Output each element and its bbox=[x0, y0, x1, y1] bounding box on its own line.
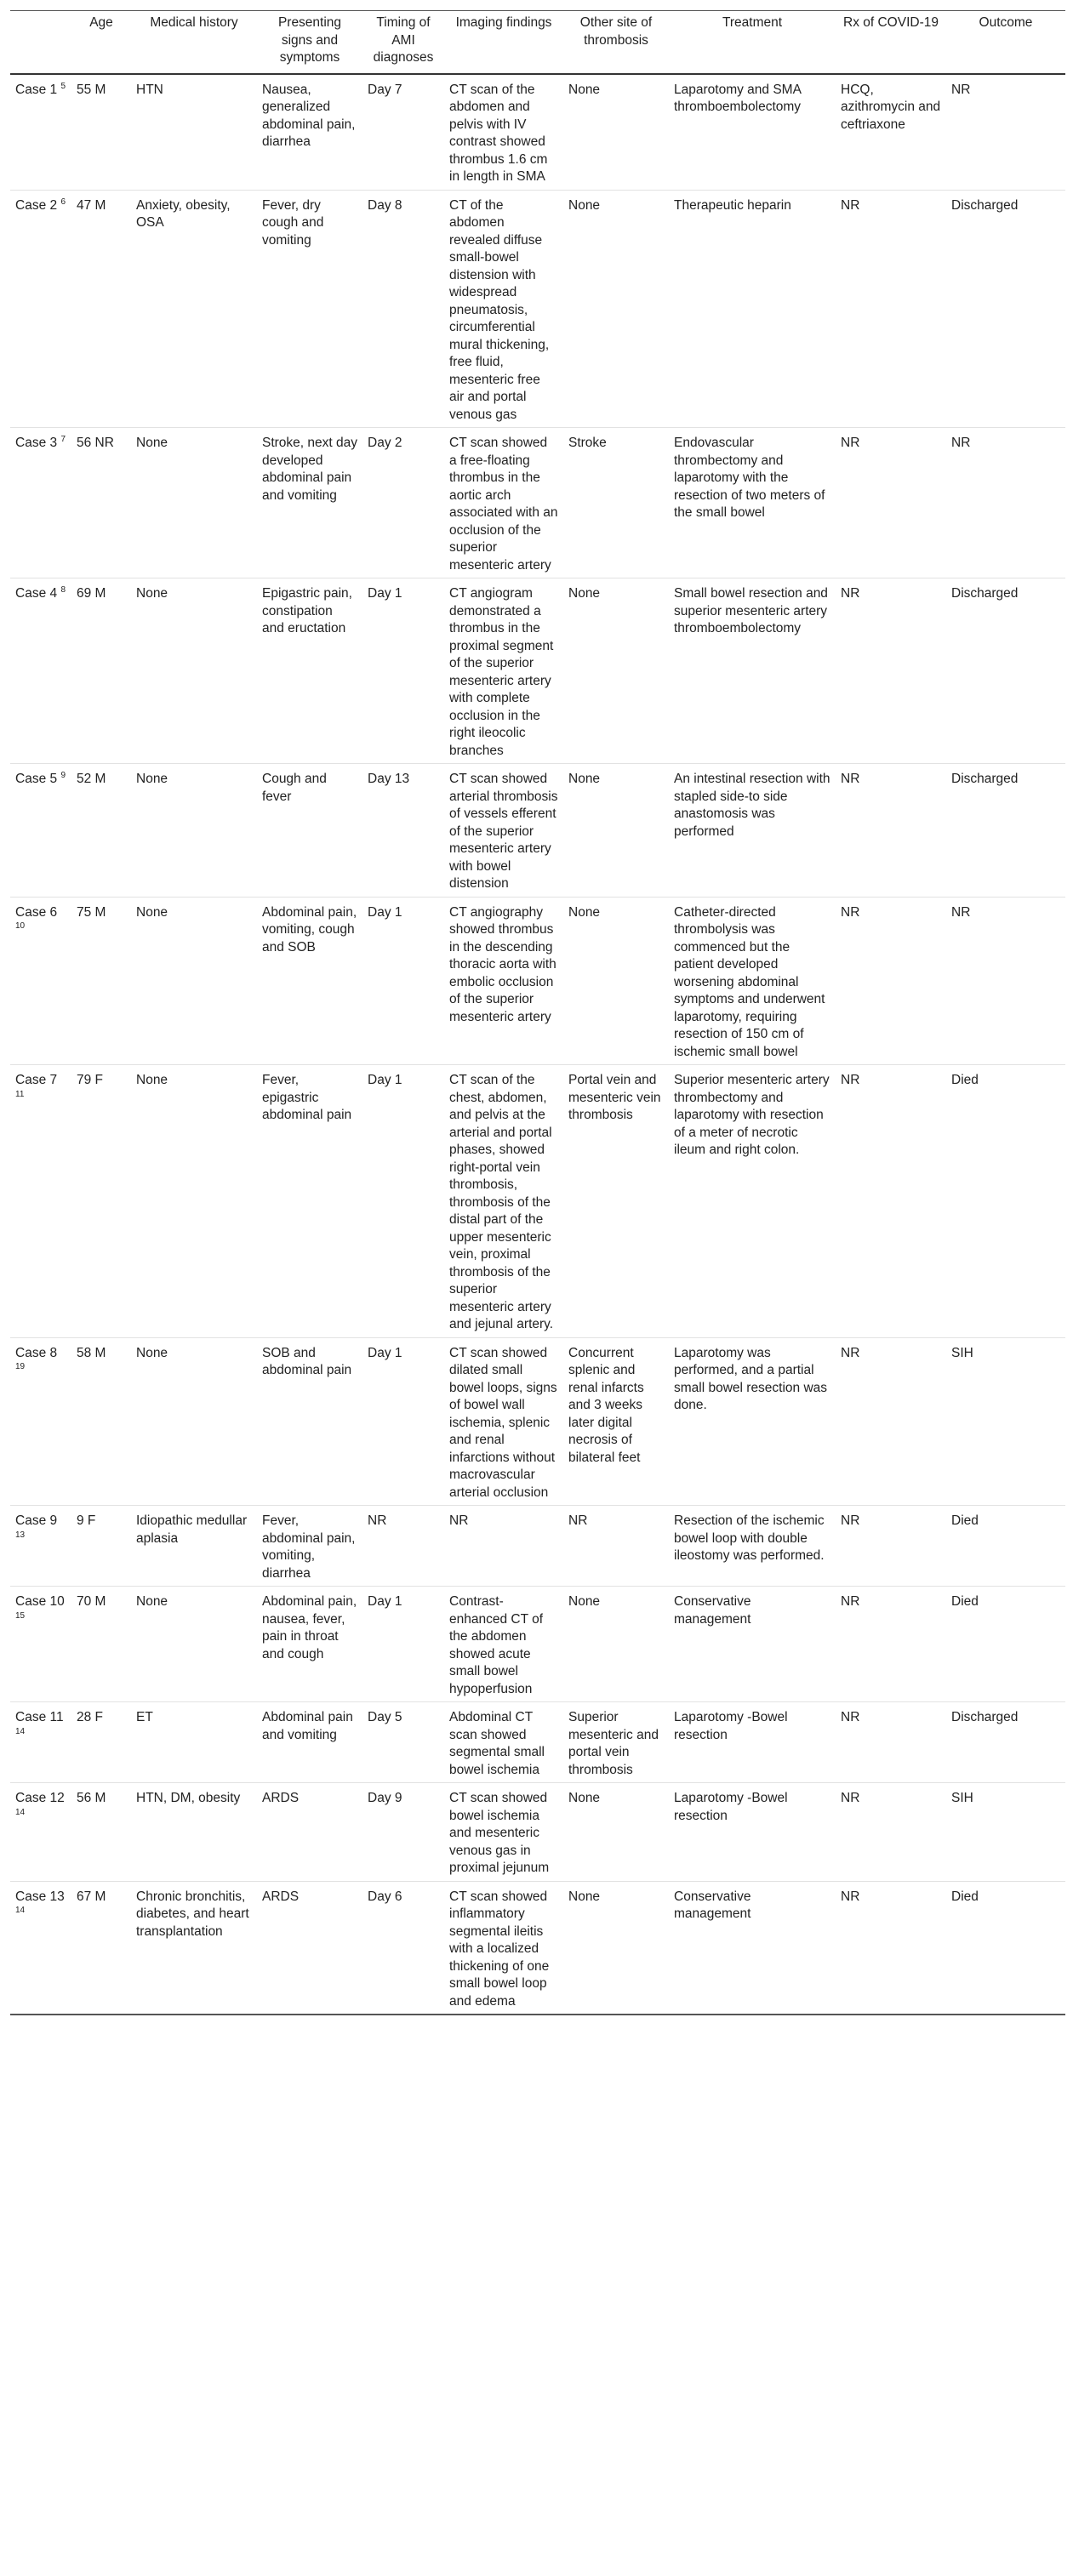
header-presenting-signs: Presenting signs and symptoms bbox=[257, 11, 362, 74]
symptoms-cell: Fever, dry cough and vomiting bbox=[257, 190, 362, 428]
timing-cell: Day 9 bbox=[362, 1783, 444, 1882]
treatment-cell: Therapeutic heparin bbox=[669, 190, 836, 428]
table-row bbox=[10, 1587, 1065, 1702]
case-cell bbox=[10, 897, 71, 1065]
other-site-cell: None bbox=[563, 897, 669, 1065]
symptoms-cell: ARDS bbox=[257, 1881, 362, 2015]
medical-history-cell: None bbox=[131, 764, 257, 898]
imaging-cell: CT scan of the chest, abdomen, and pelvis at the arterial and portal phases, showed right-portal vein thrombosis, thrombosis of the distal part of the upper mesenteric vein, proximal thrombosis of the superior mesenteric artery and jejunal artery. bbox=[444, 1065, 563, 1338]
case-label: Case 5 bbox=[15, 772, 58, 786]
medical-history-cell: HTN, DM, obesity bbox=[131, 1783, 257, 1882]
age-cell: 56 NR bbox=[71, 428, 131, 578]
table-row bbox=[10, 1065, 1065, 1338]
timing-cell: Day 8 bbox=[362, 190, 444, 428]
rx-cell: NR bbox=[836, 1587, 946, 1702]
case-cell bbox=[10, 190, 71, 428]
treatment-cell: Small bowel resection and superior mesenteric artery thromboembolectomy bbox=[669, 578, 836, 764]
other-site-cell: None bbox=[563, 764, 669, 898]
other-site-cell: Superior mesenteric and portal vein thrombosis bbox=[563, 1702, 669, 1783]
outcome-cell: NR bbox=[946, 74, 1065, 191]
age-cell: 52 M bbox=[71, 764, 131, 898]
header-row bbox=[10, 11, 1065, 74]
medical-history-cell: Chronic bronchitis, diabetes, and heart transplantation bbox=[131, 1881, 257, 2015]
case-label: Case 11 bbox=[15, 1710, 64, 1724]
imaging-cell: CT scan showed arterial thrombosis of vessels efferent of the superior mesenteric artery with bowel distension bbox=[444, 764, 563, 898]
age-cell: 75 M bbox=[71, 897, 131, 1065]
timing-cell: NR bbox=[362, 1506, 444, 1587]
case-label: Case 2 bbox=[15, 197, 58, 213]
age-cell: 28 F bbox=[71, 1702, 131, 1783]
case-label: Case 10 bbox=[15, 1594, 65, 1609]
treatment-cell: Endovascular thrombectomy and laparotomy with the resection of two meters of the small bowel bbox=[669, 428, 836, 578]
case-cell bbox=[10, 578, 71, 764]
table-row bbox=[10, 428, 1065, 578]
imaging-cell: Contrast-enhanced CT of the abdomen showed acute small bowel hypoperfusion bbox=[444, 1587, 563, 1702]
imaging-cell: CT of the abdomen revealed diffuse small-bowel distension with widespread pneumatosis, circumferential mural thickening, free fluid, mesenteric free air and portal venous gas bbox=[444, 190, 563, 428]
medical-history-cell: None bbox=[131, 578, 257, 764]
symptoms-cell: Epigastric pain, constipation and eructation bbox=[257, 578, 362, 764]
rx-cell: NR bbox=[836, 190, 946, 428]
rx-cell: HCQ, azithromycin and ceftriaxone bbox=[836, 74, 946, 191]
reference-number: 5 bbox=[60, 81, 66, 91]
reference-number: 15 bbox=[15, 1610, 26, 1621]
case-cell bbox=[10, 1783, 71, 1882]
case-table bbox=[10, 10, 1065, 2015]
case-cell bbox=[10, 1702, 71, 1783]
imaging-cell: Abdominal CT scan showed segmental small bowel ischemia bbox=[444, 1702, 563, 1783]
outcome-cell: NR bbox=[946, 897, 1065, 1065]
outcome-cell: Discharged bbox=[946, 578, 1065, 764]
symptoms-cell: Abdominal pain, vomiting, cough and SOB bbox=[257, 897, 362, 1065]
header-timing: Timing of AMI diagnoses bbox=[362, 11, 444, 74]
medical-history-cell: None bbox=[131, 1337, 257, 1506]
age-cell: 9 F bbox=[71, 1506, 131, 1587]
case-label: Case 3 bbox=[15, 436, 58, 450]
rx-cell: NR bbox=[836, 1337, 946, 1506]
treatment-cell: Laparotomy was performed, and a partial small bowel resection was done. bbox=[669, 1337, 836, 1506]
outcome-cell: Discharged bbox=[946, 764, 1065, 898]
timing-cell: Day 1 bbox=[362, 897, 444, 1065]
imaging-cell: CT scan showed dilated small bowel loops, signs of bowel wall ischemia, splenic and renal infarctions without macrovascular arterial occlusion bbox=[444, 1337, 563, 1506]
case-label: Case 13 bbox=[15, 1889, 65, 1904]
timing-cell: Day 1 bbox=[362, 1337, 444, 1506]
reference-number: 13 bbox=[15, 1530, 26, 1540]
rx-cell: NR bbox=[836, 1783, 946, 1882]
timing-cell: Day 1 bbox=[362, 1065, 444, 1338]
table-row bbox=[10, 74, 1065, 191]
medical-history-cell: ET bbox=[131, 1702, 257, 1783]
header-other-site: Other site of thrombosis bbox=[563, 11, 669, 74]
outcome-cell: Died bbox=[946, 1065, 1065, 1338]
other-site-cell: None bbox=[563, 74, 669, 191]
reference-number: 8 bbox=[60, 584, 66, 595]
table-body bbox=[10, 74, 1065, 2015]
outcome-cell: SIH bbox=[946, 1783, 1065, 1882]
header-medical-history: Medical history bbox=[131, 11, 257, 74]
age-cell: 56 M bbox=[71, 1783, 131, 1882]
table-row bbox=[10, 190, 1065, 428]
case-cell bbox=[10, 1587, 71, 1702]
header-age: Age bbox=[71, 11, 131, 74]
reference-number: 7 bbox=[60, 434, 66, 444]
reference-number: 10 bbox=[15, 920, 26, 931]
symptoms-cell: SOB and abdominal pain bbox=[257, 1337, 362, 1506]
header-rx: Rx of COVID-19 bbox=[836, 11, 946, 74]
imaging-cell: CT scan showed a free-floating thrombus in the aortic arch associated with an occlusion of the superior mesenteric artery bbox=[444, 428, 563, 578]
table-row bbox=[10, 578, 1065, 764]
treatment-cell: Catheter-directed thrombolysis was commenced but the patient developed worsening abdominal symptoms and underwent laparotomy, requiring resection of 150 cm of ischemic small bowel bbox=[669, 897, 836, 1065]
reference-number: 6 bbox=[60, 197, 66, 207]
medical-history-cell: Anxiety, obesity, OSA bbox=[131, 190, 257, 428]
rx-cell: NR bbox=[836, 428, 946, 578]
case-cell bbox=[10, 764, 71, 898]
symptoms-cell: ARDS bbox=[257, 1783, 362, 1882]
symptoms-cell: Fever, epigastric abdominal pain bbox=[257, 1065, 362, 1338]
case-label: Case 8 bbox=[15, 1345, 58, 1360]
case-cell bbox=[10, 1337, 71, 1506]
table-row bbox=[10, 1783, 1065, 1882]
symptoms-cell: Abdominal pain and vomiting bbox=[257, 1702, 362, 1783]
table-row bbox=[10, 764, 1065, 898]
symptoms-cell: Abdominal pain, nausea, fever, pain in throat and cough bbox=[257, 1587, 362, 1702]
case-cell bbox=[10, 1881, 71, 2015]
age-cell: 55 M bbox=[71, 74, 131, 191]
medical-history-cell: HTN bbox=[131, 74, 257, 191]
medical-history-cell: None bbox=[131, 897, 257, 1065]
age-cell: 79 F bbox=[71, 1065, 131, 1338]
other-site-cell: NR bbox=[563, 1506, 669, 1587]
outcome-cell: SIH bbox=[946, 1337, 1065, 1506]
medical-history-cell: None bbox=[131, 1587, 257, 1702]
case-cell bbox=[10, 1065, 71, 1338]
case-cell bbox=[10, 74, 71, 191]
rx-cell: NR bbox=[836, 764, 946, 898]
rx-cell: NR bbox=[836, 1506, 946, 1587]
other-site-cell: None bbox=[563, 190, 669, 428]
other-site-cell: None bbox=[563, 1783, 669, 1882]
case-label: Case 4 bbox=[15, 586, 58, 601]
age-cell: 67 M bbox=[71, 1881, 131, 2015]
other-site-cell: Concurrent splenic and renal infarcts and 3 weeks later digital necrosis of bilateral feet bbox=[563, 1337, 669, 1506]
age-cell: 70 M bbox=[71, 1587, 131, 1702]
imaging-cell: CT scan showed inflammatory segmental ileitis with a localized thickening of one small bowel loop and edema bbox=[444, 1881, 563, 2015]
table-container bbox=[10, 10, 1065, 2015]
timing-cell: Day 7 bbox=[362, 74, 444, 191]
table-row bbox=[10, 1881, 1065, 2015]
other-site-cell: Portal vein and mesenteric vein thrombosis bbox=[563, 1065, 669, 1338]
reference-number: 14 bbox=[15, 1905, 26, 1915]
reference-number: 9 bbox=[60, 770, 66, 780]
timing-cell: Day 1 bbox=[362, 578, 444, 764]
timing-cell: Day 2 bbox=[362, 428, 444, 578]
other-site-cell: Stroke bbox=[563, 428, 669, 578]
header-case bbox=[10, 11, 71, 74]
imaging-cell: CT scan showed bowel ischemia and mesenteric venous gas in proximal jejunum bbox=[444, 1783, 563, 1882]
treatment-cell: Conservative management bbox=[669, 1881, 836, 2015]
case-label: Case 7 bbox=[15, 1073, 58, 1087]
case-cell bbox=[10, 1506, 71, 1587]
outcome-cell: Died bbox=[946, 1587, 1065, 1702]
medical-history-cell: None bbox=[131, 1065, 257, 1338]
header-outcome: Outcome bbox=[946, 11, 1065, 74]
outcome-cell: Died bbox=[946, 1506, 1065, 1587]
treatment-cell: Resection of the ischemic bowel loop with double ileostomy was performed. bbox=[669, 1506, 836, 1587]
treatment-cell: Conservative management bbox=[669, 1587, 836, 1702]
table-row bbox=[10, 1506, 1065, 1587]
case-cell bbox=[10, 428, 71, 578]
case-label: Case 12 bbox=[15, 1791, 65, 1805]
header-treatment: Treatment bbox=[669, 11, 836, 74]
imaging-cell: CT angiography showed thrombus in the descending thoracic aorta with embolic occlusion of the superior mesenteric artery bbox=[444, 897, 563, 1065]
rx-cell: NR bbox=[836, 578, 946, 764]
table-row bbox=[10, 1702, 1065, 1783]
rx-cell: NR bbox=[836, 1702, 946, 1783]
reference-number: 11 bbox=[15, 1089, 25, 1099]
imaging-cell: CT scan of the abdomen and pelvis with IV contrast showed thrombus 1.6 cm in length in SMA bbox=[444, 74, 563, 191]
symptoms-cell: Cough and fever bbox=[257, 764, 362, 898]
rx-cell: NR bbox=[836, 1881, 946, 2015]
other-site-cell: None bbox=[563, 1881, 669, 2015]
rx-cell: NR bbox=[836, 1065, 946, 1338]
treatment-cell: Laparotomy -Bowel resection bbox=[669, 1783, 836, 1882]
reference-number: 19 bbox=[15, 1361, 26, 1371]
other-site-cell: None bbox=[563, 1587, 669, 1702]
outcome-cell: Discharged bbox=[946, 1702, 1065, 1783]
case-label: Case 6 bbox=[15, 904, 58, 920]
imaging-cell: NR bbox=[444, 1506, 563, 1587]
timing-cell: Day 1 bbox=[362, 1587, 444, 1702]
reference-number: 14 bbox=[15, 1807, 26, 1817]
outcome-cell: Died bbox=[946, 1881, 1065, 2015]
case-label: Case 1 bbox=[15, 82, 58, 97]
symptoms-cell: Nausea, generalized abdominal pain, diarrhea bbox=[257, 74, 362, 191]
rx-cell: NR bbox=[836, 897, 946, 1065]
outcome-cell: NR bbox=[946, 428, 1065, 578]
age-cell: 69 M bbox=[71, 578, 131, 764]
treatment-cell: Laparotomy and SMA thromboembolectomy bbox=[669, 74, 836, 191]
medical-history-cell: Idiopathic medullar aplasia bbox=[131, 1506, 257, 1587]
timing-cell: Day 5 bbox=[362, 1702, 444, 1783]
timing-cell: Day 13 bbox=[362, 764, 444, 898]
symptoms-cell: Stroke, next day developed abdominal pain and vomiting bbox=[257, 428, 362, 578]
case-label: Case 9 bbox=[15, 1513, 58, 1528]
treatment-cell: Superior mesenteric artery thrombectomy and laparotomy with resection of a meter of necrotic ileum and right colon. bbox=[669, 1065, 836, 1338]
imaging-cell: CT angiogram demonstrated a thrombus in the proximal segment of the superior mesenteric artery with complete occlusion in the right ileocolic branches bbox=[444, 578, 563, 764]
other-site-cell: None bbox=[563, 578, 669, 764]
table-row bbox=[10, 1337, 1065, 1506]
treatment-cell: Laparotomy -Bowel resection bbox=[669, 1702, 836, 1783]
header-imaging: Imaging findings bbox=[444, 11, 563, 74]
symptoms-cell: Fever, abdominal pain, vomiting, diarrhea bbox=[257, 1506, 362, 1587]
age-cell: 47 M bbox=[71, 190, 131, 428]
outcome-cell: Discharged bbox=[946, 190, 1065, 428]
timing-cell: Day 6 bbox=[362, 1881, 444, 2015]
reference-number: 14 bbox=[15, 1726, 26, 1736]
treatment-cell: An intestinal resection with stapled side-to side anastomosis was performed bbox=[669, 764, 836, 898]
table-row bbox=[10, 897, 1065, 1065]
medical-history-cell: None bbox=[131, 428, 257, 578]
age-cell: 58 M bbox=[71, 1337, 131, 1506]
